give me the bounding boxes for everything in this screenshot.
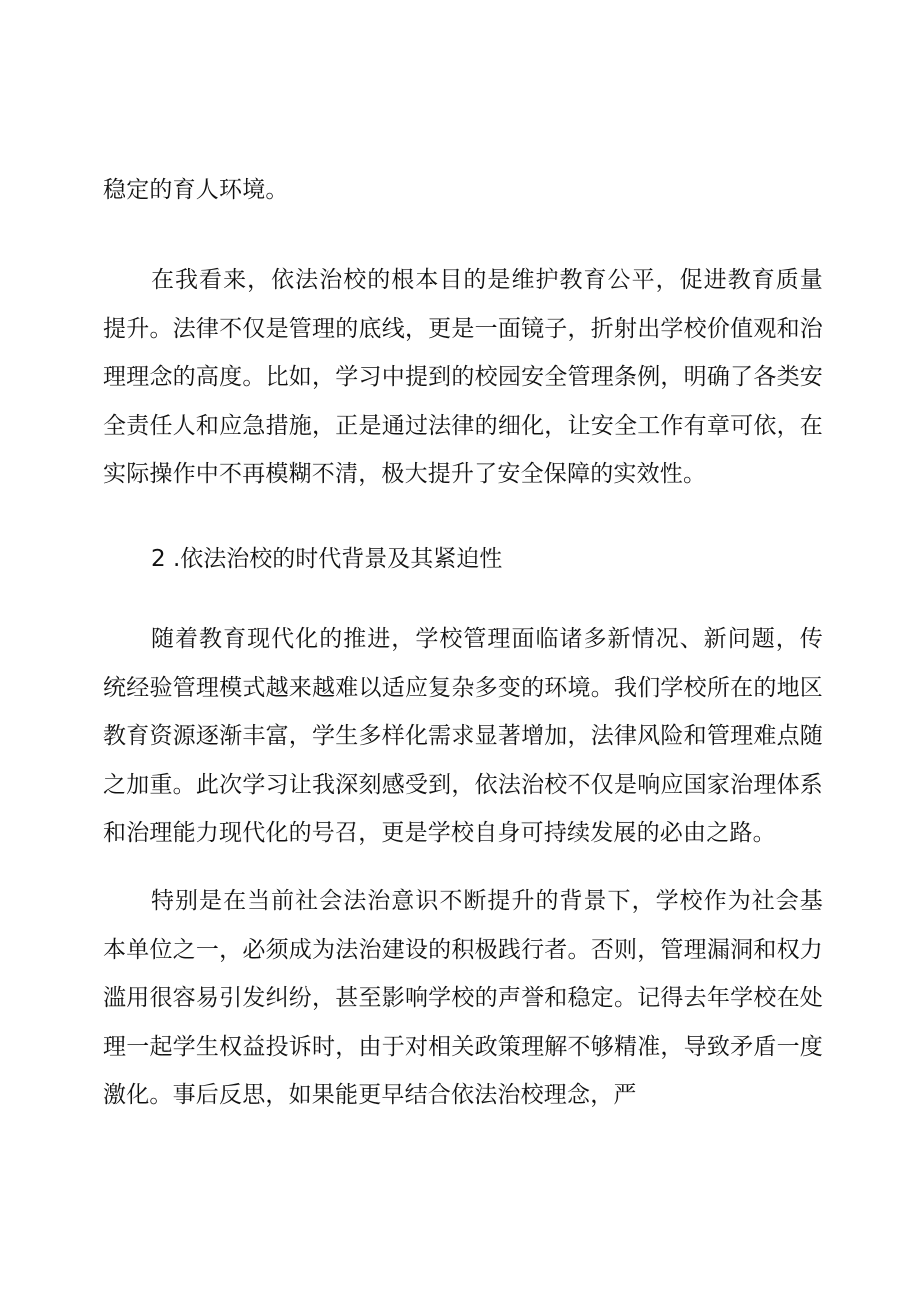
section-heading: 2 .依法治校的时代背景及其紧迫性 [151,546,503,572]
paragraph-continuation: 稳定的育人环境。 [103,177,289,203]
paragraph-background: 随着教育现代化的推进，学校管理面临诸多新情况、新问题，传统经验管理模式越来越难以适应复杂多变的环境。我们学校所在的地区教育资源逐渐丰富，学生多样化需求显著增加，法律风险和管理难点随之加重。此次学习让我深刻感受到，依法治校不仅是响应国家治理体系和治理能力现代化的号召，更是学校自身可持续发展的必由之路。 [103,626,823,846]
paragraph-purpose: 在我看来，依法治校的根本目的是维护教育公平，促进教育质量提升。法律不仅是管理的底线，更是一面镜子，折射出学校价值观和治理理念的高度。比如，学习中提到的校园安全管理条例，明确了各类安全责任人和应急措施，正是通过法律的细化，让安全工作有章可依，在实际操作中不再模糊不清，极大提升了安全保障的实效性。 [103,267,823,487]
paragraph-urgency: 特别是在当前社会法治意识不断提升的背景下，学校作为社会基本单位之一，必须成为法治建设的积极践行者。否则，管理漏洞和权力滥用很容易引发纠纷，甚至影响学校的声誉和稳定。记得去年学校在处理一起学生权益投诉时，由于对相关政策理解不够精准，导致矛盾一度激化。事后反思，如果能更早结合依法治校理念，严 [103,888,823,1108]
